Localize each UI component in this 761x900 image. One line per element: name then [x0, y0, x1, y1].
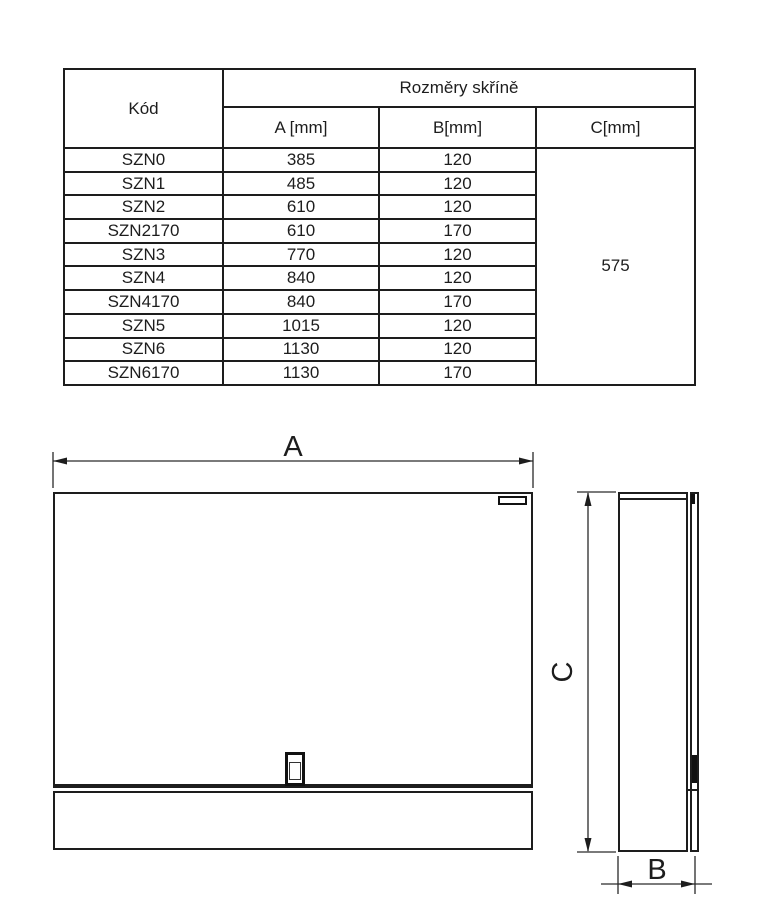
column-header-c: C[mm]	[536, 107, 695, 148]
table-cell-a: 1130	[223, 338, 379, 362]
front-door-latch	[285, 752, 305, 786]
dimension-a	[53, 431, 533, 488]
table-cell-a: 840	[223, 290, 379, 314]
table-cell-c-merged: 575	[536, 148, 695, 385]
dim-c-arrow-top	[585, 492, 592, 506]
table-cell-a: 485	[223, 172, 379, 196]
side-view-hinge-mark	[691, 494, 695, 504]
side-view-latch-mark	[692, 755, 697, 783]
table-cell-code: SZN6170	[64, 361, 223, 385]
cabinet-front-view	[53, 492, 533, 788]
dim-a-arrow-left	[53, 458, 67, 465]
table-cell-b: 120	[379, 148, 536, 172]
cabinet-dimensions-table	[63, 68, 696, 386]
table-body	[64, 148, 695, 385]
cabinet-side-view-body	[618, 492, 688, 852]
table-cell-b: 120	[379, 266, 536, 290]
table-cell-b: 170	[379, 361, 536, 385]
table-cell-a: 840	[223, 266, 379, 290]
front-door-latch-inner	[289, 762, 301, 780]
table-cell-b: 120	[379, 172, 536, 196]
table-cell-code: SZN6	[64, 338, 223, 362]
table-cell-b: 120	[379, 314, 536, 338]
dim-b-arrow-left	[618, 881, 632, 888]
table-cell-code: SZN1	[64, 172, 223, 196]
column-header-a: A [mm]	[223, 107, 379, 148]
table-cell-b: 170	[379, 219, 536, 243]
table-cell-a: 1130	[223, 361, 379, 385]
table-cell-code: SZN2170	[64, 219, 223, 243]
table-cell-code: SZN2	[64, 195, 223, 219]
dim-b-arrow-right	[681, 881, 695, 888]
dim-c-arrow-bottom	[585, 838, 592, 852]
table-cell-b: 120	[379, 243, 536, 267]
table-cell-code: SZN4	[64, 266, 223, 290]
table-cell-a: 610	[223, 195, 379, 219]
dim-b-label: B	[647, 854, 667, 886]
table-cell-a: 770	[223, 243, 379, 267]
dim-c-label: C	[547, 661, 579, 683]
table-cell-code: SZN0	[64, 148, 223, 172]
table-cell-code: SZN3	[64, 243, 223, 267]
dim-a-arrow-right	[519, 458, 533, 465]
dimension-b	[601, 854, 712, 894]
column-header-code: Kód	[64, 69, 223, 148]
table-cell-code: SZN5	[64, 314, 223, 338]
cabinet-side-view-door-strip	[690, 492, 699, 852]
table-header-group-row	[64, 69, 695, 107]
dim-a-label: A	[283, 431, 303, 463]
table-cell-code: SZN4170	[64, 290, 223, 314]
table-cell-a: 1015	[223, 314, 379, 338]
table-cell-b: 170	[379, 290, 536, 314]
table-cell-b: 120	[379, 195, 536, 219]
table-cell-a: 610	[223, 219, 379, 243]
column-header-b: B[mm]	[379, 107, 536, 148]
dimension-c	[547, 492, 616, 852]
side-view-latch-tick	[686, 789, 699, 791]
front-nameplate	[498, 496, 527, 505]
cabinet-front-bottom-panel	[53, 791, 533, 850]
table-row	[64, 148, 695, 172]
table-cell-a: 385	[223, 148, 379, 172]
side-view-top-edge-line	[620, 498, 686, 500]
column-header-group: Rozměry skříně	[223, 69, 695, 107]
table-cell-b: 120	[379, 338, 536, 362]
